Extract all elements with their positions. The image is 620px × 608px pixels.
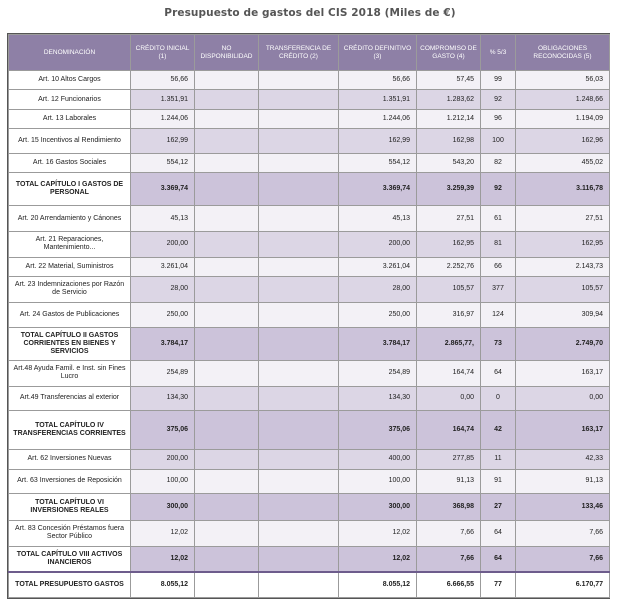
table-row — [9, 109, 610, 128]
row-label: TOTAL CAPÍTULO VI INVERSIONES REALES — [9, 494, 131, 521]
cell-compromiso: 27,51 — [417, 206, 481, 232]
cell-pct: 66 — [481, 257, 516, 276]
header-credito-definitivo: CRÉDITO DEFINITIVO (3) — [339, 35, 417, 71]
cell-no-disponibilidad — [195, 302, 259, 328]
cell-pct: 61 — [481, 206, 516, 232]
cell-credito-definitivo: 554,12 — [339, 154, 417, 173]
row-label: TOTAL CAPÍTULO IV TRANSFERENCIAS CORRIENTES — [9, 411, 131, 450]
cell-compromiso: 164,74 — [417, 411, 481, 450]
cell-obligaciones: 1.194,09 — [516, 109, 610, 128]
cell-credito-definitivo: 100,00 — [339, 469, 417, 494]
cell-pct: 82 — [481, 154, 516, 173]
header-denominacion: DENOMINACIÓN — [9, 35, 131, 71]
cell-pct: 64 — [481, 520, 516, 546]
cell-compromiso: 6.666,55 — [417, 572, 481, 598]
row-label: TOTAL PRESUPUESTO GASTOS — [9, 572, 131, 598]
cell-credito-inicial: 375,06 — [131, 411, 195, 450]
row-label: Art. 23 Indemnizaciones por Razón de Servicio — [9, 276, 131, 302]
cell-credito-inicial: 28,00 — [131, 276, 195, 302]
row-label: Art. 15 Incentivos al Rendimiento — [9, 129, 131, 154]
cell-credito-definitivo: 254,89 — [339, 361, 417, 387]
cell-transferencia — [259, 361, 339, 387]
cell-credito-inicial: 45,13 — [131, 206, 195, 232]
cell-pct: 64 — [481, 546, 516, 572]
cell-credito-definitivo: 400,00 — [339, 450, 417, 469]
cell-credito-inicial: 250,00 — [131, 302, 195, 328]
cell-no-disponibilidad — [195, 520, 259, 546]
cell-pct: 92 — [481, 173, 516, 206]
table-row — [9, 386, 610, 411]
cell-compromiso: 0,00 — [417, 386, 481, 411]
table-row — [9, 257, 610, 276]
cell-credito-inicial: 300,00 — [131, 494, 195, 521]
cell-credito-inicial: 56,66 — [131, 71, 195, 90]
cell-no-disponibilidad — [195, 276, 259, 302]
cell-pct: 73 — [481, 328, 516, 361]
cell-obligaciones: 455,02 — [516, 154, 610, 173]
cell-compromiso: 7,66 — [417, 520, 481, 546]
cell-compromiso: 543,20 — [417, 154, 481, 173]
cell-compromiso: 277,85 — [417, 450, 481, 469]
cell-pct: 0 — [481, 386, 516, 411]
cell-compromiso: 2.252,76 — [417, 257, 481, 276]
cell-credito-definitivo: 375,06 — [339, 411, 417, 450]
row-label: TOTAL CAPÍTULO I GASTOS DE PERSONAL — [9, 173, 131, 206]
cell-transferencia — [259, 411, 339, 450]
cell-compromiso: 105,57 — [417, 276, 481, 302]
cell-pct: 91 — [481, 469, 516, 494]
cell-compromiso: 368,98 — [417, 494, 481, 521]
cell-credito-definitivo: 12,02 — [339, 520, 417, 546]
row-label: Art. 62 Inversiones Nuevas — [9, 450, 131, 469]
cell-credito-definitivo: 3.369,74 — [339, 173, 417, 206]
row-label: Art. 22 Material, Suministros — [9, 257, 131, 276]
row-label: Art. 63 Inversiones de Reposición — [9, 469, 131, 494]
cell-credito-inicial: 1.351,91 — [131, 90, 195, 109]
table-row — [9, 129, 610, 154]
table-row — [9, 276, 610, 302]
table-row — [9, 361, 610, 387]
cell-transferencia — [259, 109, 339, 128]
cell-obligaciones: 163,17 — [516, 361, 610, 387]
cell-compromiso: 7,66 — [417, 546, 481, 572]
cell-obligaciones: 162,95 — [516, 231, 610, 257]
cell-transferencia — [259, 450, 339, 469]
cell-compromiso: 57,45 — [417, 71, 481, 90]
cell-credito-inicial: 12,02 — [131, 520, 195, 546]
cell-no-disponibilidad — [195, 206, 259, 232]
row-label: TOTAL CAPÍTULO II GASTOS CORRIENTES EN BIENES Y SERVICIOS — [9, 328, 131, 361]
header-pct: % 5/3 — [481, 35, 516, 71]
cell-no-disponibilidad — [195, 572, 259, 598]
cell-no-disponibilidad — [195, 494, 259, 521]
cell-transferencia — [259, 71, 339, 90]
cell-no-disponibilidad — [195, 411, 259, 450]
table-body — [9, 71, 610, 598]
cell-credito-inicial: 134,30 — [131, 386, 195, 411]
cell-obligaciones: 7,66 — [516, 520, 610, 546]
total-row — [9, 328, 610, 361]
cell-obligaciones: 162,96 — [516, 129, 610, 154]
table-title: Presupuesto de gastos del CIS 2018 (Miles de €) — [164, 7, 456, 19]
cell-transferencia — [259, 154, 339, 173]
cell-compromiso: 1.212,14 — [417, 109, 481, 128]
cell-no-disponibilidad — [195, 546, 259, 572]
cell-compromiso: 3.259,39 — [417, 173, 481, 206]
cell-obligaciones: 42,33 — [516, 450, 610, 469]
header-credito-inicial: CRÉDITO INICIAL (1) — [131, 35, 195, 71]
cell-pct: 377 — [481, 276, 516, 302]
cell-pct: 27 — [481, 494, 516, 521]
cell-pct: 99 — [481, 71, 516, 90]
header-obligaciones: OBLIGACIONES RECONOCIDAS (5) — [516, 35, 610, 71]
cell-transferencia — [259, 231, 339, 257]
cell-credito-definitivo: 45,13 — [339, 206, 417, 232]
row-label: Art.49 Transferencias al exterior — [9, 386, 131, 411]
cell-transferencia — [259, 173, 339, 206]
row-label: Art. 20 Arrendamiento y Cánones — [9, 206, 131, 232]
row-label: Art. 10 Altos Cargos — [9, 71, 131, 90]
cell-no-disponibilidad — [195, 90, 259, 109]
table-row — [9, 206, 610, 232]
cell-credito-inicial: 3.261,04 — [131, 257, 195, 276]
cell-credito-definitivo: 3.261,04 — [339, 257, 417, 276]
cell-transferencia — [259, 129, 339, 154]
cell-compromiso: 2.865,77, — [417, 328, 481, 361]
cell-credito-inicial: 12,02 — [131, 546, 195, 572]
header-transferencia: TRANSFERENCIA DE CRÉDITO (2) — [259, 35, 339, 71]
cell-no-disponibilidad — [195, 71, 259, 90]
cell-obligaciones: 163,17 — [516, 411, 610, 450]
cell-credito-inicial: 200,00 — [131, 231, 195, 257]
cell-obligaciones: 7,66 — [516, 546, 610, 572]
cell-obligaciones: 2.749,70 — [516, 328, 610, 361]
cell-credito-definitivo: 300,00 — [339, 494, 417, 521]
table-row — [9, 302, 610, 328]
cell-pct: 100 — [481, 129, 516, 154]
header-row — [9, 35, 610, 71]
cell-compromiso: 316,97 — [417, 302, 481, 328]
total-row — [9, 494, 610, 521]
cell-pct: 11 — [481, 450, 516, 469]
cell-credito-definitivo: 56,66 — [339, 71, 417, 90]
total-row — [9, 411, 610, 450]
cell-pct: 77 — [481, 572, 516, 598]
cell-transferencia — [259, 494, 339, 521]
cell-obligaciones: 56,03 — [516, 71, 610, 90]
cell-transferencia — [259, 90, 339, 109]
cell-compromiso: 1.283,62 — [417, 90, 481, 109]
cell-no-disponibilidad — [195, 361, 259, 387]
cell-credito-inicial: 3.784,17 — [131, 328, 195, 361]
header-compromiso: COMPROMISO DE GASTO (4) — [417, 35, 481, 71]
table-row — [9, 71, 610, 90]
cell-credito-definitivo: 250,00 — [339, 302, 417, 328]
cell-no-disponibilidad — [195, 469, 259, 494]
cell-credito-inicial: 554,12 — [131, 154, 195, 173]
cell-credito-inicial: 3.369,74 — [131, 173, 195, 206]
cell-obligaciones: 27,51 — [516, 206, 610, 232]
cell-compromiso: 91,13 — [417, 469, 481, 494]
total-row — [9, 173, 610, 206]
cell-no-disponibilidad — [195, 109, 259, 128]
cell-transferencia — [259, 386, 339, 411]
row-label: Art. 12 Funcionarios — [9, 90, 131, 109]
cell-compromiso: 162,98 — [417, 129, 481, 154]
budget-table — [8, 34, 610, 598]
row-label: Art. 24 Gastos de Publicaciones — [9, 302, 131, 328]
cell-transferencia — [259, 469, 339, 494]
cell-credito-definitivo: 1.351,91 — [339, 90, 417, 109]
cell-obligaciones: 6.170,77 — [516, 572, 610, 598]
cell-transferencia — [259, 328, 339, 361]
grand-total-row — [9, 572, 610, 598]
row-label: Art.48 Ayuda Famil. e Inst. sin Fines Lucro — [9, 361, 131, 387]
cell-pct: 64 — [481, 361, 516, 387]
table-row — [9, 450, 610, 469]
row-label: TOTAL CAPÍTULO VIII ACTIVOS INANCIEROS — [9, 546, 131, 572]
cell-compromiso: 162,95 — [417, 231, 481, 257]
cell-pct: 92 — [481, 90, 516, 109]
cell-obligaciones: 3.116,78 — [516, 173, 610, 206]
cell-no-disponibilidad — [195, 257, 259, 276]
cell-credito-inicial: 1.244,06 — [131, 109, 195, 128]
cell-transferencia — [259, 257, 339, 276]
cell-obligaciones: 91,13 — [516, 469, 610, 494]
cell-credito-definitivo: 8.055,12 — [339, 572, 417, 598]
cell-obligaciones: 2.143,73 — [516, 257, 610, 276]
cell-credito-definitivo: 28,00 — [339, 276, 417, 302]
header-no-disponibilidad: NO DISPONIBILIDAD — [195, 35, 259, 71]
cell-credito-inicial: 100,00 — [131, 469, 195, 494]
cell-no-disponibilidad — [195, 129, 259, 154]
table-row — [9, 90, 610, 109]
cell-no-disponibilidad — [195, 386, 259, 411]
cell-transferencia — [259, 206, 339, 232]
table-row — [9, 154, 610, 173]
row-label: Art. 13 Laborales — [9, 109, 131, 128]
cell-transferencia — [259, 276, 339, 302]
cell-no-disponibilidad — [195, 154, 259, 173]
cell-credito-inicial: 8.055,12 — [131, 572, 195, 598]
cell-transferencia — [259, 520, 339, 546]
row-label: Art. 21 Reparaciones, Mantenimiento... — [9, 231, 131, 257]
cell-no-disponibilidad — [195, 450, 259, 469]
row-label: Art. 16 Gastos Sociales — [9, 154, 131, 173]
row-label: Art. 83 Concesión Préstamos fuera Sector Público — [9, 520, 131, 546]
total-row — [9, 546, 610, 572]
cell-pct: 81 — [481, 231, 516, 257]
table-row — [9, 469, 610, 494]
cell-obligaciones: 133,46 — [516, 494, 610, 521]
cell-pct: 124 — [481, 302, 516, 328]
cell-credito-definitivo: 162,99 — [339, 129, 417, 154]
cell-pct: 96 — [481, 109, 516, 128]
cell-no-disponibilidad — [195, 231, 259, 257]
cell-credito-inicial: 162,99 — [131, 129, 195, 154]
cell-transferencia — [259, 302, 339, 328]
cell-obligaciones: 0,00 — [516, 386, 610, 411]
cell-credito-definitivo: 134,30 — [339, 386, 417, 411]
cell-no-disponibilidad — [195, 173, 259, 206]
cell-credito-definitivo: 3.784,17 — [339, 328, 417, 361]
cell-transferencia — [259, 572, 339, 598]
cell-transferencia — [259, 546, 339, 572]
table-row — [9, 520, 610, 546]
cell-credito-definitivo: 200,00 — [339, 231, 417, 257]
cell-compromiso: 164,74 — [417, 361, 481, 387]
cell-obligaciones: 309,94 — [516, 302, 610, 328]
cell-credito-inicial: 254,89 — [131, 361, 195, 387]
cell-credito-definitivo: 1.244,06 — [339, 109, 417, 128]
cell-obligaciones: 105,57 — [516, 276, 610, 302]
cell-pct: 42 — [481, 411, 516, 450]
table-row — [9, 231, 610, 257]
cell-credito-definitivo: 12,02 — [339, 546, 417, 572]
cell-credito-inicial: 200,00 — [131, 450, 195, 469]
cell-no-disponibilidad — [195, 328, 259, 361]
cell-obligaciones: 1.248,66 — [516, 90, 610, 109]
